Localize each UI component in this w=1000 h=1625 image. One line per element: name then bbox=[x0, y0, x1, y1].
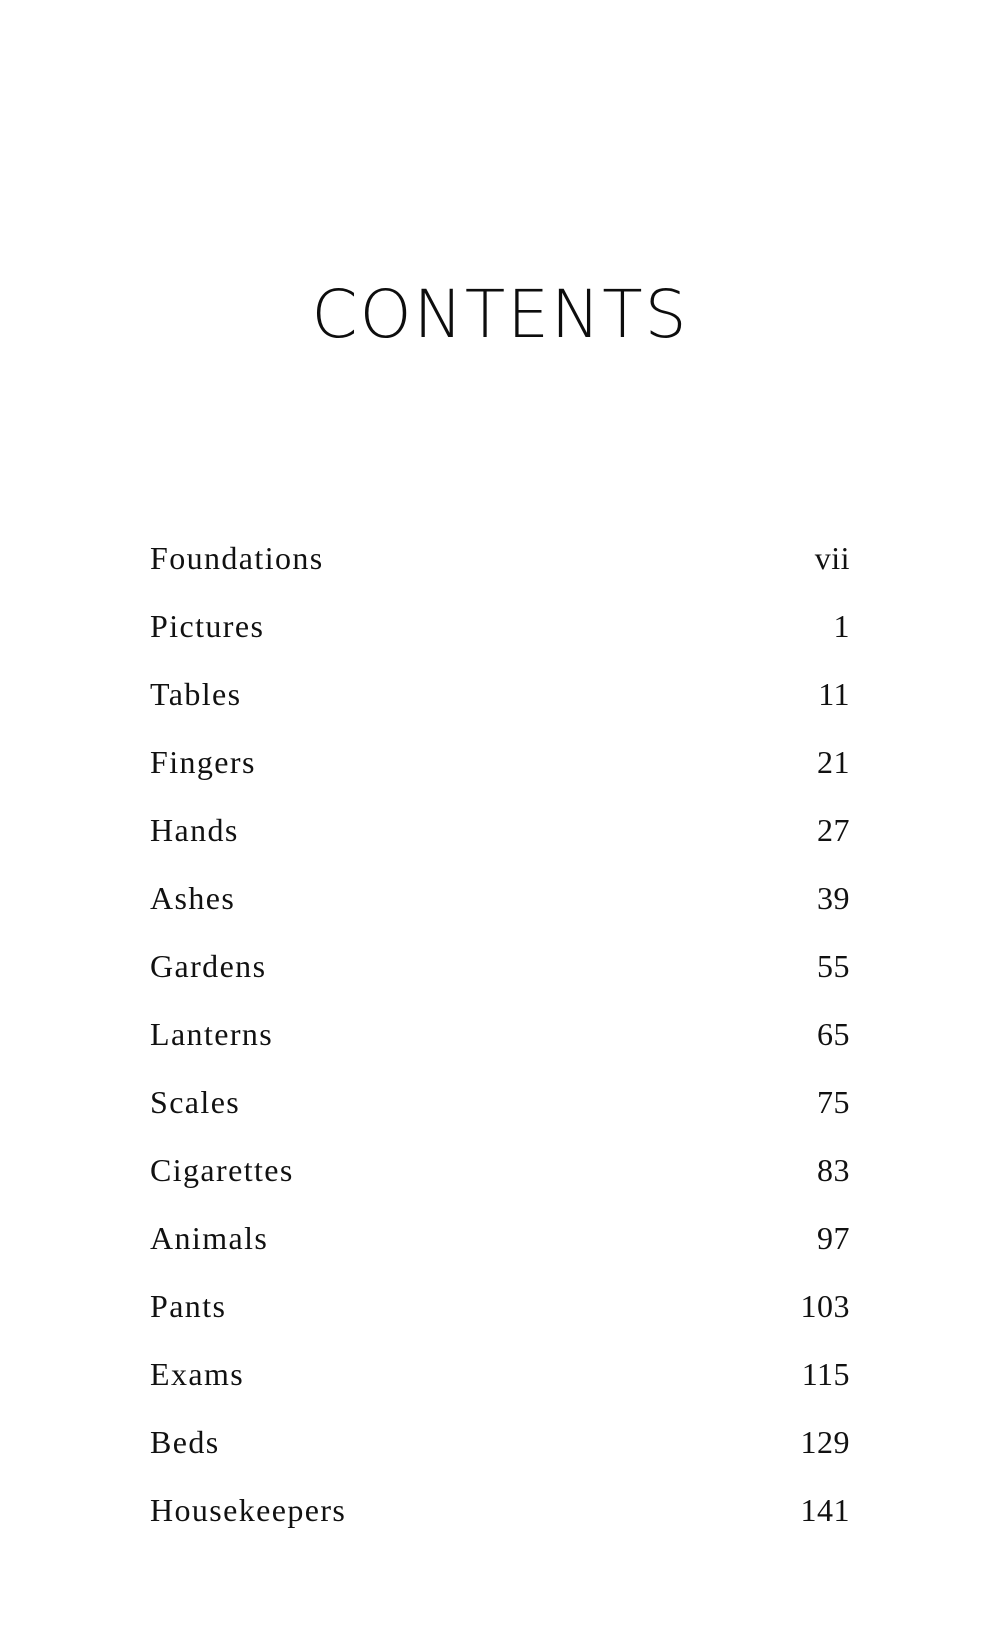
toc-entry-ashes[interactable] bbox=[150, 878, 850, 946]
toc-entry-pictures[interactable] bbox=[150, 606, 850, 674]
table-of-contents bbox=[150, 538, 850, 1558]
toc-entry-pants[interactable] bbox=[150, 1286, 850, 1354]
page-number: 115 bbox=[801, 1356, 850, 1392]
chapter-title: Tables bbox=[150, 676, 242, 712]
page-number: 97 bbox=[817, 1220, 850, 1256]
page-number: vii bbox=[814, 540, 850, 576]
toc-entry-scales[interactable] bbox=[150, 1082, 850, 1150]
toc-entry-cigarettes[interactable] bbox=[150, 1150, 850, 1218]
page-number: 27 bbox=[817, 812, 850, 848]
chapter-title: Pictures bbox=[150, 608, 265, 644]
chapter-title: Beds bbox=[150, 1424, 220, 1460]
chapter-title: Animals bbox=[150, 1220, 269, 1256]
toc-entry-beds[interactable] bbox=[150, 1422, 850, 1490]
toc-entry-housekeepers[interactable] bbox=[150, 1490, 850, 1558]
page-number: 129 bbox=[800, 1424, 850, 1460]
page-number: 11 bbox=[818, 676, 850, 712]
chapter-title: Housekeepers bbox=[150, 1492, 347, 1528]
chapter-title: Hands bbox=[150, 812, 239, 848]
page-title: CONTENTS bbox=[311, 276, 689, 353]
page-number: 21 bbox=[817, 744, 850, 780]
toc-entry-lanterns[interactable] bbox=[150, 1014, 850, 1082]
page-number: 65 bbox=[817, 1016, 850, 1052]
chapter-title: Lanterns bbox=[150, 1016, 274, 1052]
page-number: 55 bbox=[817, 948, 850, 984]
toc-entry-fingers[interactable] bbox=[150, 742, 850, 810]
toc-entry-gardens[interactable] bbox=[150, 946, 850, 1014]
chapter-title: Ashes bbox=[150, 880, 236, 916]
toc-entry-tables[interactable] bbox=[150, 674, 850, 742]
page-number: 83 bbox=[817, 1152, 850, 1188]
chapter-title: Exams bbox=[150, 1356, 245, 1392]
chapter-title: Fingers bbox=[150, 744, 256, 780]
page-number: 141 bbox=[800, 1492, 850, 1528]
toc-entry-hands[interactable] bbox=[150, 810, 850, 878]
page-number: 1 bbox=[833, 608, 850, 644]
toc-entry-foundations[interactable] bbox=[150, 538, 850, 606]
chapter-title: Pants bbox=[150, 1288, 227, 1324]
page-number: 39 bbox=[817, 880, 850, 916]
page-number: 103 bbox=[800, 1288, 850, 1324]
chapter-title: Scales bbox=[150, 1084, 241, 1120]
page-number: 75 bbox=[817, 1084, 850, 1120]
chapter-title: Gardens bbox=[150, 948, 267, 984]
toc-entry-exams[interactable] bbox=[150, 1354, 850, 1422]
toc-entry-animals[interactable] bbox=[150, 1218, 850, 1286]
chapter-title: Foundations bbox=[150, 540, 324, 576]
chapter-title: Cigarettes bbox=[150, 1152, 294, 1188]
